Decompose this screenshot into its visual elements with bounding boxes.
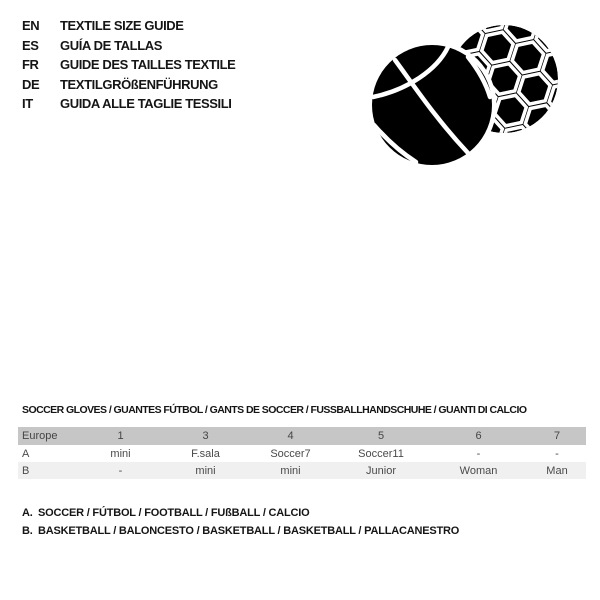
table-header-cell: 6 [429,427,528,445]
language-row [22,75,235,95]
sports-balls-icon [365,10,565,178]
table-cell: Man [546,464,568,477]
table-header-cell: 5 [333,427,429,445]
language-row [22,16,235,36]
footnote-text: SOCCER / FÚTBOL / FOOTBALL / FUßBALL / CALCIO [38,507,310,519]
language-row [22,94,235,114]
footnote-key: A. [22,507,33,519]
table-cell: F.sala [191,447,220,460]
table-header-cell: 3 [163,427,248,445]
language-code: DE [22,76,40,92]
table-header-cell: Europe [18,427,78,445]
table-cell: - [555,447,559,460]
table-cell: mini [110,447,131,460]
size-table-header-row [18,427,586,445]
language-label: GUIDA ALLE TAGLIE TESSILI [60,96,232,111]
language-code: ES [22,37,39,53]
table-header-cell: 1 [78,427,163,445]
language-code: FR [22,57,39,72]
footnote [22,523,459,541]
size-table [18,427,586,479]
size-table-body [18,445,586,479]
table-cell: Soccer11 [358,447,404,460]
table-header-cell: 4 [248,427,333,445]
table-cell: - [476,447,481,460]
table-cell: Soccer7 [270,447,311,460]
size-table-title: SOCCER GLOVES / GUANTES FÚTBOL / GANTS DE SOCCER / FUSSBALLHANDSCHUHE / GUANTI DI CALCIO [22,404,527,416]
table-row-label: A [22,447,30,460]
language-row [22,36,235,56]
table-header-cell: 7 [528,427,586,445]
language-label: TEXTILGRÖßENFÜHRUNG [60,76,218,92]
table-cell: mini [280,464,301,477]
language-row [22,55,235,75]
language-label: TEXTILE SIZE GUIDE [60,18,184,33]
basketball-icon [368,41,497,170]
table-cell: Junior [366,464,396,477]
footnote-text: BASKETBALL / BALONCESTO / BASKETBALL / BASKETBALL / PALLACANESTRO [38,524,460,537]
language-title-list [22,16,235,114]
language-code: EN [22,18,40,33]
table-cell: - [118,464,123,477]
table-cell: Woman [459,464,498,477]
table-row-label: B [22,464,30,477]
language-label: GUIDE DES TAILLES TEXTILE [60,57,236,72]
table-row [18,462,586,479]
language-label: GUÍA DE TALLAS [60,37,163,53]
size-table-header [18,427,586,445]
footnote-key: B. [22,524,33,537]
language-code: IT [22,96,33,111]
footnote [22,505,459,523]
table-cell: mini [195,464,216,477]
footnote-list [22,505,459,540]
table-row [18,445,586,462]
